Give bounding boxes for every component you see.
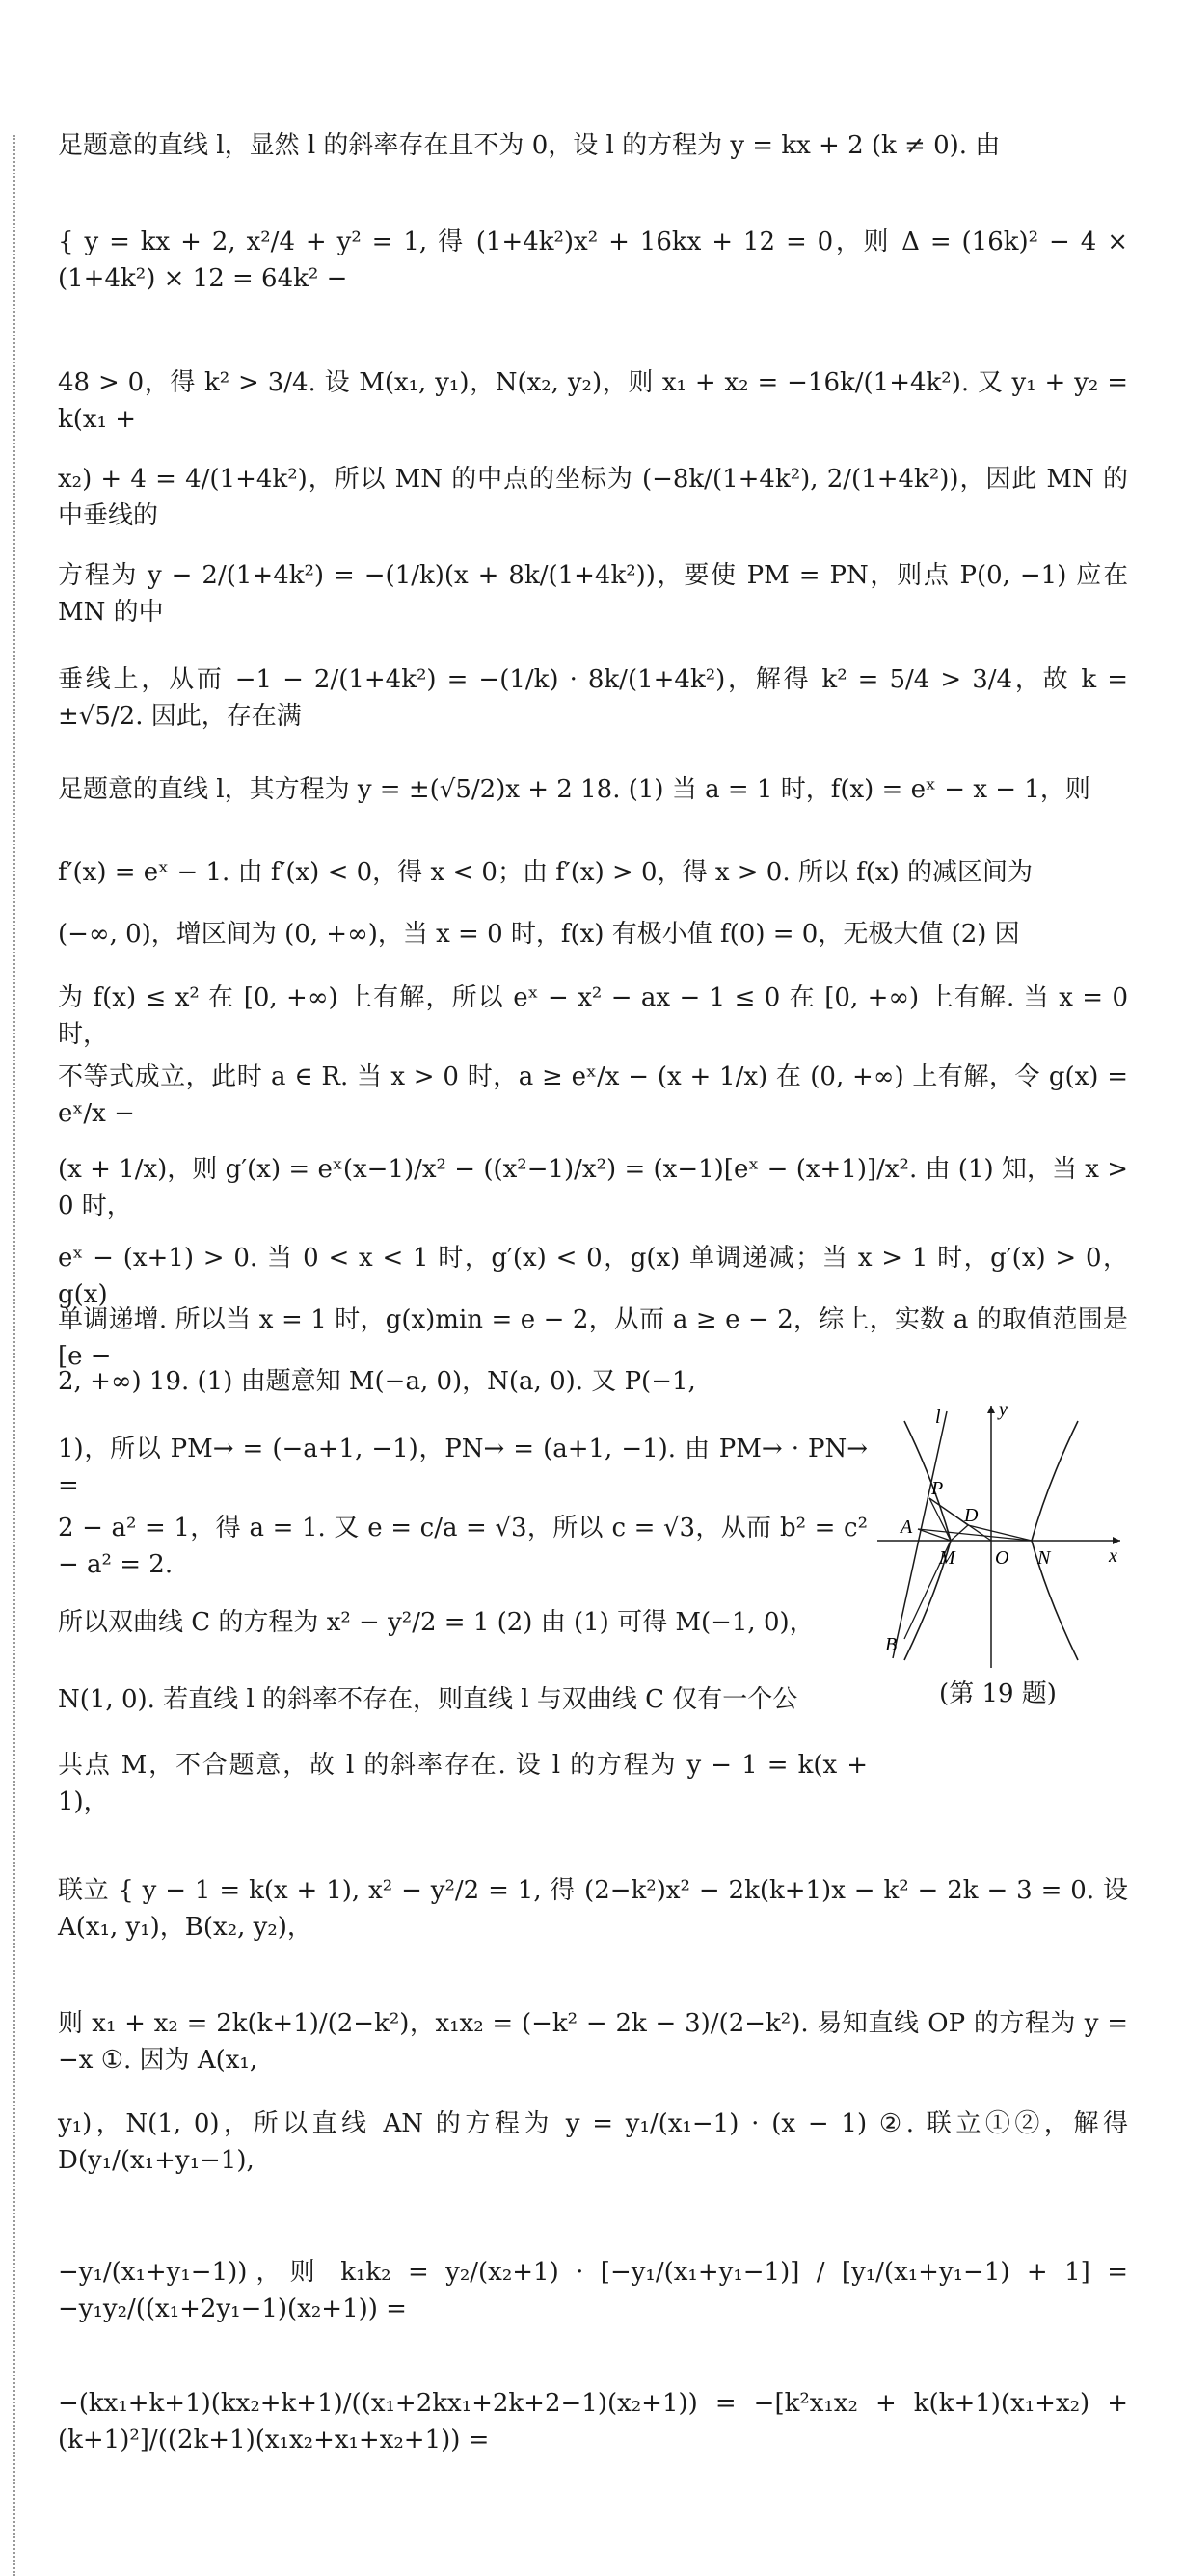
- label-N: N: [1037, 1547, 1051, 1569]
- text-line: 垂线上，从而 −1 − 2/(1+4k²) = −(1/k) · 8k/(1+4k²)，解得 k² = 5/4 > 3/4，故 k = ±√5/2. 因此，存在满: [58, 665, 1128, 731]
- label-A: A: [901, 1516, 913, 1538]
- text-line: x₂) + 4 = 4/(1+4k²)，所以 MN 的中点的坐标为 (−8k/(1+4k²), 2/(1+4k²))，因此 MN 的中垂线的: [58, 465, 1128, 530]
- segment-DN: [968, 1525, 1032, 1541]
- label-M: M: [939, 1547, 955, 1569]
- text-line: eˣ − (x+1) > 0. 当 0 < x < 1 时，g′(x) < 0，g(x) 单调递减；当 x > 1 时，g′(x) > 0，g(x): [58, 1244, 1128, 1309]
- label-y: y: [999, 1399, 1008, 1420]
- text-line: 不等式成立，此时 a ∈ R. 当 x > 0 时，a ≥ eˣ/x − (x + 1/x) 在 (0, +∞) 上有解，令 g(x) = eˣ/x −: [58, 1062, 1128, 1128]
- text-line: 单调递增. 所以当 x = 1 时，g(x)min = e − 2，从而 a ≥ e − 2，综上，实数 a 的取值范围是 [e −: [58, 1305, 1128, 1371]
- y-axis-arrow: [987, 1406, 995, 1413]
- text-line: y₁)，N(1, 0)，所以直线 AN 的方程为 y = y₁/(x₁−1) · (x − 1) ②. 联立①②，解得 D(y₁/(x₁+y₁−1),: [58, 2109, 1128, 2175]
- hyperbola-figure: [868, 1398, 1128, 1716]
- label-O: O: [995, 1547, 1009, 1569]
- label-P: P: [931, 1478, 944, 1499]
- segment-PD: [929, 1498, 968, 1525]
- text-line: 共点 M，不合题意，故 l 的斜率存在. 设 l 的方程为 y − 1 = k(x + 1)，: [58, 1751, 868, 1816]
- text-line: 方程为 y − 2/(1+4k²) = −(1/k)(x + 8k/(1+4k²))，要使 PM = PN，则点 P(0, −1) 应在 MN 的中: [58, 561, 1128, 627]
- text-line: 为 f(x) ≤ x² 在 [0, +∞) 上有解，所以 eˣ − x² − ax − 1 ≤ 0 在 [0, +∞) 上有解. 当 x = 0 时，: [58, 983, 1128, 1049]
- text-line: 48 > 0，得 k² > 3/4. 设 M(x₁, y₁)，N(x₂, y₂)，则 x₁ + x₂ = −16k/(1+4k²). 又 y₁ + y₂ = k(x₁ +: [58, 368, 1128, 434]
- text-line: { y = kx + 2, x²/4 + y² = 1, 得 (1+4k²)x² + 16kx + 12 = 0，则 Δ = (16k)² − 4 × (1+4k²) × 12 = 64k² −: [58, 228, 1128, 293]
- text-line: 1)，所以 PM→ = (−a+1, −1)，PN→ = (a+1, −1). 由 PM→ · PN→ =: [58, 1435, 868, 1500]
- text-line: (x + 1/x)，则 g′(x) = eˣ(x−1)/x² − ((x²−1)/x²) = (x−1)[eˣ − (x+1)]/x². 由 (1) 知，当 x > 0 时，: [58, 1155, 1128, 1221]
- figure-caption: (第 19 题): [939, 1679, 1057, 1708]
- text-line: 2, +∞) 19. (1) 由题意知 M(−a, 0)，N(a, 0). 又 P(−1,: [58, 1367, 696, 1396]
- x-axis-arrow: [1113, 1537, 1120, 1544]
- text-line: 2 − a² = 1，得 a = 1. 又 e = c/a = √3，所以 c = √3，从而 b² = c² − a² = 2.: [58, 1514, 868, 1579]
- text-line: 联立 { y − 1 = k(x + 1), x² − y²/2 = 1, 得 (2−k²)x² − 2k(k+1)x − k² − 2k − 3 = 0. 设 A(x₁, y₁)，B(x₂, y₂)，: [58, 1876, 1128, 1942]
- text-line: 足题意的直线 l，显然 l 的斜率存在且不为 0，设 l 的方程为 y = kx + 2 (k ≠ 0). 由: [58, 131, 1001, 160]
- text-line: 则 x₁ + x₂ = 2k(k+1)/(2−k²)，x₁x₂ = (−k² − 2k − 3)/(2−k²). 易知直线 OP 的方程为 y = −x ①. 因为 A(x₁,: [58, 2009, 1128, 2075]
- text-line: −y₁/(x₁+y₁−1))，则 k₁k₂ = y₂/(x₂+1) · [−y₁/(x₁+y₁−1)] / [y₁/(x₁+y₁−1) + 1] = −y₁y₂/((x₁+2y₁−1)(x₂+1)) =: [58, 2258, 1128, 2323]
- label-x: x: [1109, 1545, 1117, 1567]
- hyperbola-diagram: [868, 1398, 1128, 1677]
- label-D: D: [964, 1505, 979, 1526]
- margin-rule: [13, 135, 15, 2576]
- text-line: 足题意的直线 l，其方程为 y = ±(√5/2)x + 2 18. (1) 当 a = 1 时，f(x) = eˣ − x − 1，则: [58, 775, 1090, 804]
- text-line: f′(x) = eˣ − 1. 由 f′(x) < 0，得 x < 0；由 f′(x) > 0，得 x > 0. 所以 f(x) 的减区间为: [58, 858, 1033, 887]
- label-l: l: [935, 1407, 941, 1428]
- text-line: −(kx₁+k+1)(kx₂+k+1)/((x₁+2kx₁+2k+2−1)(x₂+1)) = −[k²x₁x₂ + k(k+1)(x₁+x₂) + (k+1)²]/((2k+1)(x₁x₂+x₁+x₂+1)) =: [58, 2389, 1128, 2455]
- text-line: (−∞, 0)，增区间为 (0, +∞)，当 x = 0 时，f(x) 有极小值 f(0) = 0，无极大值 (2) 因: [58, 920, 1020, 949]
- label-B: B: [885, 1634, 898, 1655]
- text-line: N(1, 0). 若直线 l 的斜率不存在，则直线 l 与双曲线 C 仅有一个公: [58, 1685, 798, 1714]
- text-line: 所以双曲线 C 的方程为 x² − y²/2 = 1 (2) 由 (1) 可得 M(−1, 0)，: [58, 1608, 815, 1637]
